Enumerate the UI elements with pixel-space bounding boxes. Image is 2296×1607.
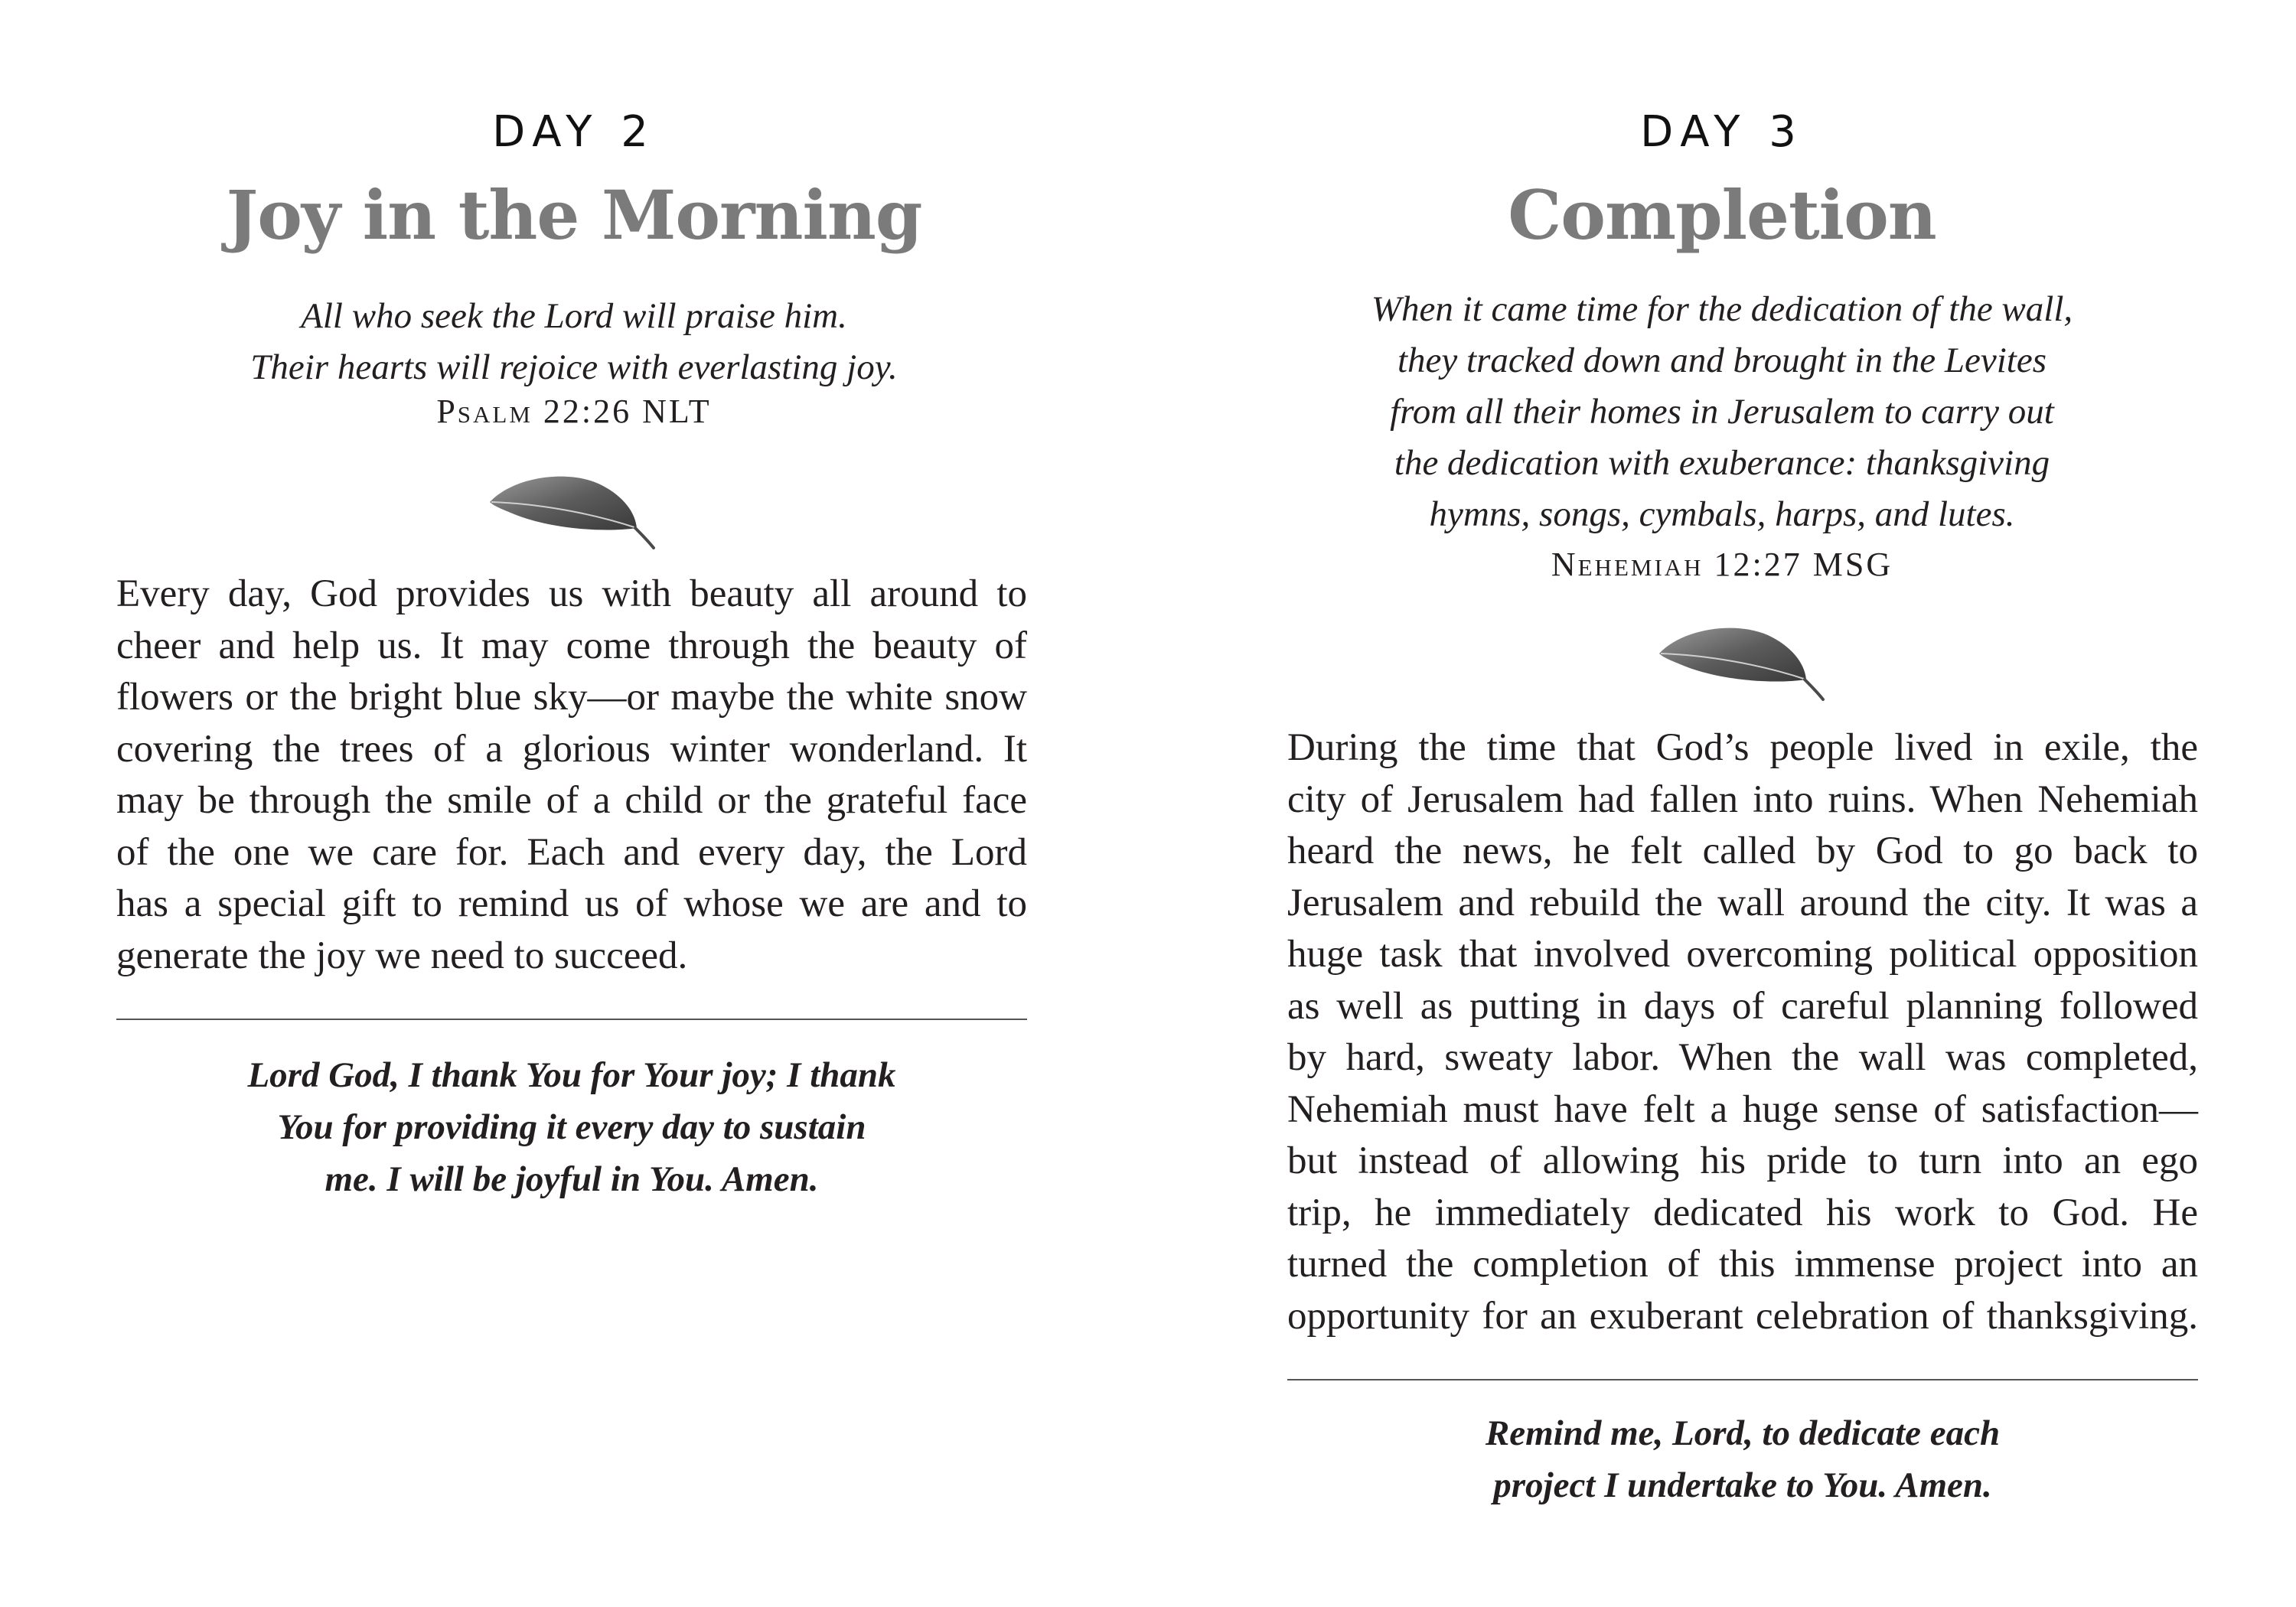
verse-line: the dedication with exuberance: thanksgiving — [1394, 443, 2050, 483]
leaf-icon — [1653, 618, 1829, 702]
body-line: flowers or the bright blue sky—or maybe the white snow — [116, 676, 1027, 719]
devotional-title: Completion — [1508, 175, 1936, 255]
verse-line: Their hearts will rejoice with everlasting joy. — [250, 347, 898, 387]
body-line: Every day, God provides us with beauty all around to — [116, 572, 1027, 615]
body-line: of the one we care for. Each and every day, the Lord — [116, 830, 1027, 874]
body-line: Nehemiah must have felt a huge sense of satisfaction— — [1287, 1087, 2198, 1131]
prayer-line: You for providing it every day to sustain — [277, 1107, 866, 1147]
body-line: Jerusalem and rebuild the wall around the city. It was a — [1287, 881, 2198, 924]
verse-line: When it came time for the dedication of the wall, — [1371, 289, 2073, 329]
verse-line: hymns, songs, cymbals, harps, and lutes. — [1429, 494, 2015, 534]
body-paragraph — [1287, 722, 2198, 1342]
body-line: may be through the smile of a child or the grateful face — [116, 779, 1027, 822]
scripture-reference: Nehemiah 12:27 MSG — [1551, 546, 1893, 583]
body-line: During the time that God’s people lived in exile, the — [1287, 726, 2198, 769]
body-line: city of Jerusalem had fallen into ruins. When Nehemiah — [1287, 777, 2198, 821]
scripture-verse — [0, 291, 1148, 393]
right-page — [1148, 0, 2296, 1607]
divider — [116, 1019, 1027, 1020]
body-line: generate the joy we need to succeed. — [116, 934, 688, 977]
prayer-line: project I undertake to You. Amen. — [1493, 1465, 1992, 1505]
prayer — [1287, 1407, 2198, 1511]
devotional-title: Joy in the Morning — [226, 175, 922, 255]
prayer-line: me. I will be joyful in You. Amen. — [325, 1159, 819, 1199]
scripture-verse — [1148, 284, 2296, 540]
prayer-line: Remind me, Lord, to dedicate each — [1485, 1413, 2001, 1453]
leaf-icon — [484, 467, 660, 551]
body-line: by hard, sweaty labor. When the wall was completed, — [1287, 1036, 2198, 1079]
body-line: huge task that involved overcoming political opposition — [1287, 933, 2198, 976]
body-paragraph — [116, 569, 1027, 982]
body-line: cheer and help us. It may come through the beauty of — [116, 624, 1027, 667]
scripture-reference: Psalm 22:26 NLT — [436, 393, 712, 430]
body-line: heard the news, he felt called by God to go back to — [1287, 830, 2198, 872]
verse-line: they tracked down and brought in the Levites — [1397, 341, 2047, 380]
verse-line: All who seek the Lord will praise him. — [301, 296, 847, 336]
prayer — [116, 1049, 1027, 1205]
prayer-line: Lord God, I thank You for Your joy; I thank — [247, 1055, 896, 1095]
body-line: trip, he immediately dedicated his work to God. He — [1287, 1191, 2198, 1234]
body-line: covering the trees of a glorious winter wonderland. It — [116, 727, 1027, 771]
day-label: DAY 2 — [492, 107, 656, 157]
divider — [1287, 1379, 2198, 1380]
verse-line: from all their homes in Jerusalem to carry out — [1390, 392, 2054, 432]
body-line: turned the completion of this immense project into an — [1287, 1243, 2198, 1286]
body-line: as well as putting in days of careful planning followed — [1287, 984, 2198, 1028]
body-line: opportunity for an exuberant celebration of thanksgiving. — [1287, 1294, 2198, 1338]
body-line: has a special gift to remind us of whose we are and to — [116, 882, 1027, 925]
day-label: DAY 3 — [1640, 107, 1804, 157]
body-line: but instead of allowing his pride to turn into an ego — [1287, 1139, 2198, 1182]
